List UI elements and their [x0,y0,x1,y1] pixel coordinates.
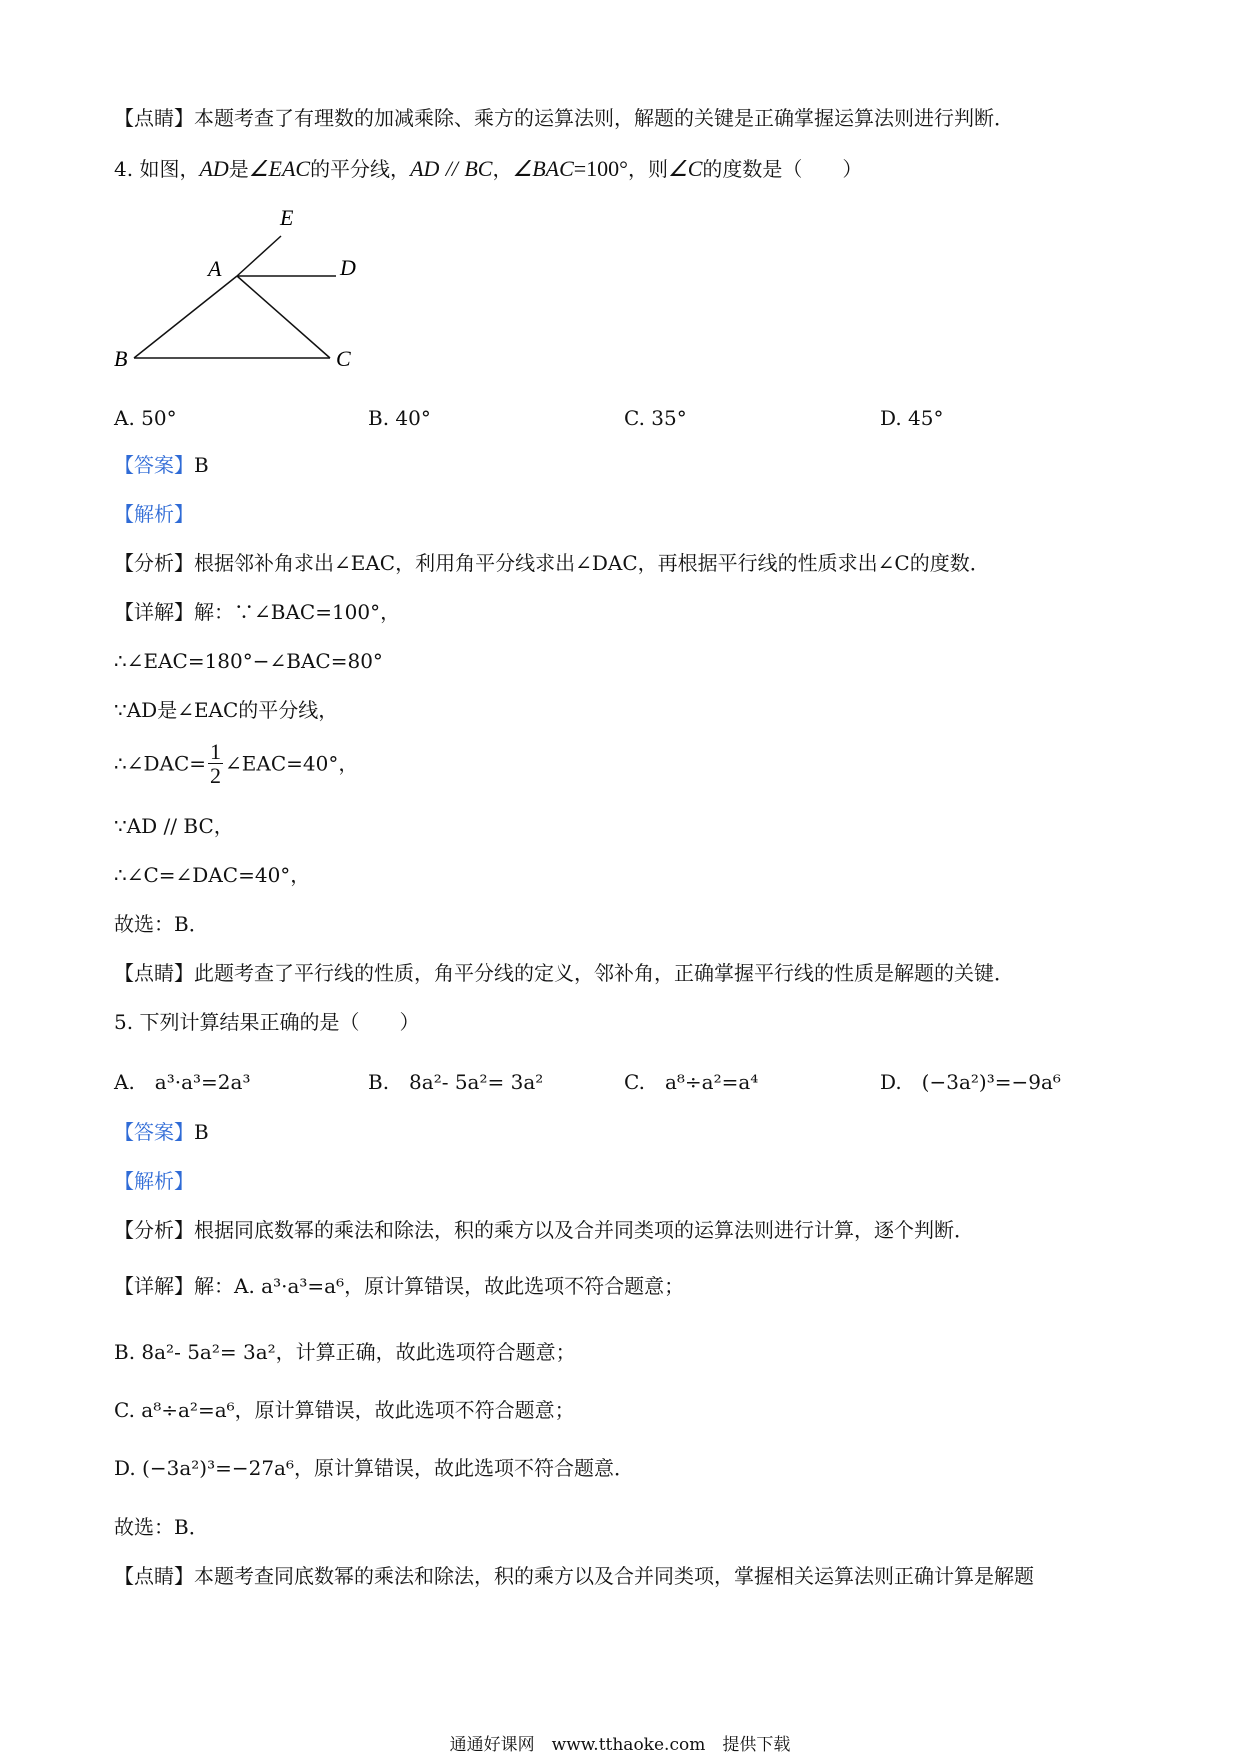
q4-bisector: 的平分线， [310,157,411,181]
q5-answer [114,1122,209,1142]
q4-choose: 故选：B． [114,912,209,936]
question-4 [114,158,862,180]
q5-detail-3: C. a⁸÷a²=a⁶，原计算错误，故此选项不符合题意； [114,1398,575,1422]
q4-comma: ， [492,157,513,181]
fraction-numerator: 1 [210,739,222,764]
q4-detail-6: ∴∠C=∠DAC=40°， [114,863,311,887]
q4-option-d: D. 45° [880,406,944,430]
answer-tag-5: 【答案】 [114,1120,194,1144]
segment-ba [134,276,237,358]
q4-angle-bac: ∠BAC [512,156,574,181]
label-a: A [208,256,222,281]
answer-value-5: B [194,1120,209,1144]
q4-ad2: AD [410,156,440,181]
ray-ae [237,236,281,276]
q4-parallel: // [445,156,458,181]
q4-jiexi-tag: 【解析】 [114,502,194,526]
fraction-denominator: 2 [210,763,222,789]
q4-analysis: 【分析】根据邻补角求出∠EAC，利用角平分线求出∠DAC，再根据平行线的性质求出∠C的度数． [114,551,990,575]
q4-detail-3: ∵AD是∠EAC的平分线， [114,698,339,722]
q5-option-b: B. 8a²- 5a²= 3a² [368,1070,544,1094]
q5-detail-4: D. (−3a²)³=−27a⁶，原计算错误，故此选项不符合题意． [114,1456,634,1480]
q5-jiexi-tag: 【解析】 [114,1169,194,1193]
q5-note: 【点睛】本题考查同底数幂的乘法和除法，积的乘方以及合并同类项，掌握相关运算法则正确计算是解题 [114,1564,1034,1588]
segment-ac [237,276,330,358]
label-c: C [336,346,351,371]
label-e: E [280,205,294,230]
label-b: B [114,346,128,371]
q4-angle-eac: ∠EAC [248,156,311,181]
q4-detail-2: ∴∠EAC=180°−∠BAC=80° [114,649,383,673]
q5-choose: 故选：B． [114,1515,209,1539]
q4-detail-5: ∵AD // BC， [114,814,234,838]
q4-tail: 的度数是（ ） [702,157,863,181]
q5-option-c: C. a⁸÷a²=a⁴ [624,1070,759,1094]
q4-option-b: B. 40° [368,406,431,430]
q5-analysis: 【分析】根据同底数幂的乘法和除法，积的乘方以及合并同类项的运算法则进行计算，逐个判断． [114,1218,974,1242]
fraction-half [208,740,223,787]
q4-is: 是 [228,157,249,181]
page-footer: 通通好课网 www.tthaoke.com 提供下载 [449,1735,791,1755]
answer-tag: 【答案】 [114,453,194,477]
q4-then: ，则 [627,157,668,181]
q4-number: 4. 如图， [114,157,200,181]
q4-ad: AD [199,156,229,181]
q4-note: 【点睛】此题考查了平行线的性质，角平分线的定义，邻补角，正确掌握平行线的性质是解题的关键． [114,961,1014,985]
geometry-figure [104,196,364,376]
q4-answer [114,455,209,475]
q4-detail-4-rhs: ∠EAC=40°， [225,751,359,776]
q4-detail-1: 【详解】解：∵∠BAC=100°， [114,600,401,624]
q4-option-a: A. 50° [114,406,177,430]
q4-option-c: C. 35° [624,406,687,430]
question-5: 5. 下列计算结果正确的是（ ） [114,1010,420,1034]
q4-detail-4 [114,740,358,787]
note-line-1: 【点睛】本题考查了有理数的加减乘除、乘方的运算法则，解题的关键是正确掌握运算法则进行判断． [114,106,1014,130]
q4-eq100: =100° [573,156,628,181]
q5-option-a: A. a³·a³=2a³ [114,1070,251,1094]
q5-detail-1: 【详解】解：A. a³·a³=a⁶，原计算错误，故此选项不符合题意； [114,1274,685,1298]
q4-angle-c: ∠C [667,156,703,181]
q5-detail-2: B. 8a²- 5a²= 3a²，计算正确，故此选项符合题意； [114,1340,576,1364]
answer-value: B [194,453,209,477]
q4-bc: BC [464,156,493,181]
label-d: D [340,255,356,280]
q4-detail-4-lhs: ∴∠DAC= [114,751,207,776]
q5-option-d: D. (−3a²)³=−9a⁶ [880,1070,1061,1094]
